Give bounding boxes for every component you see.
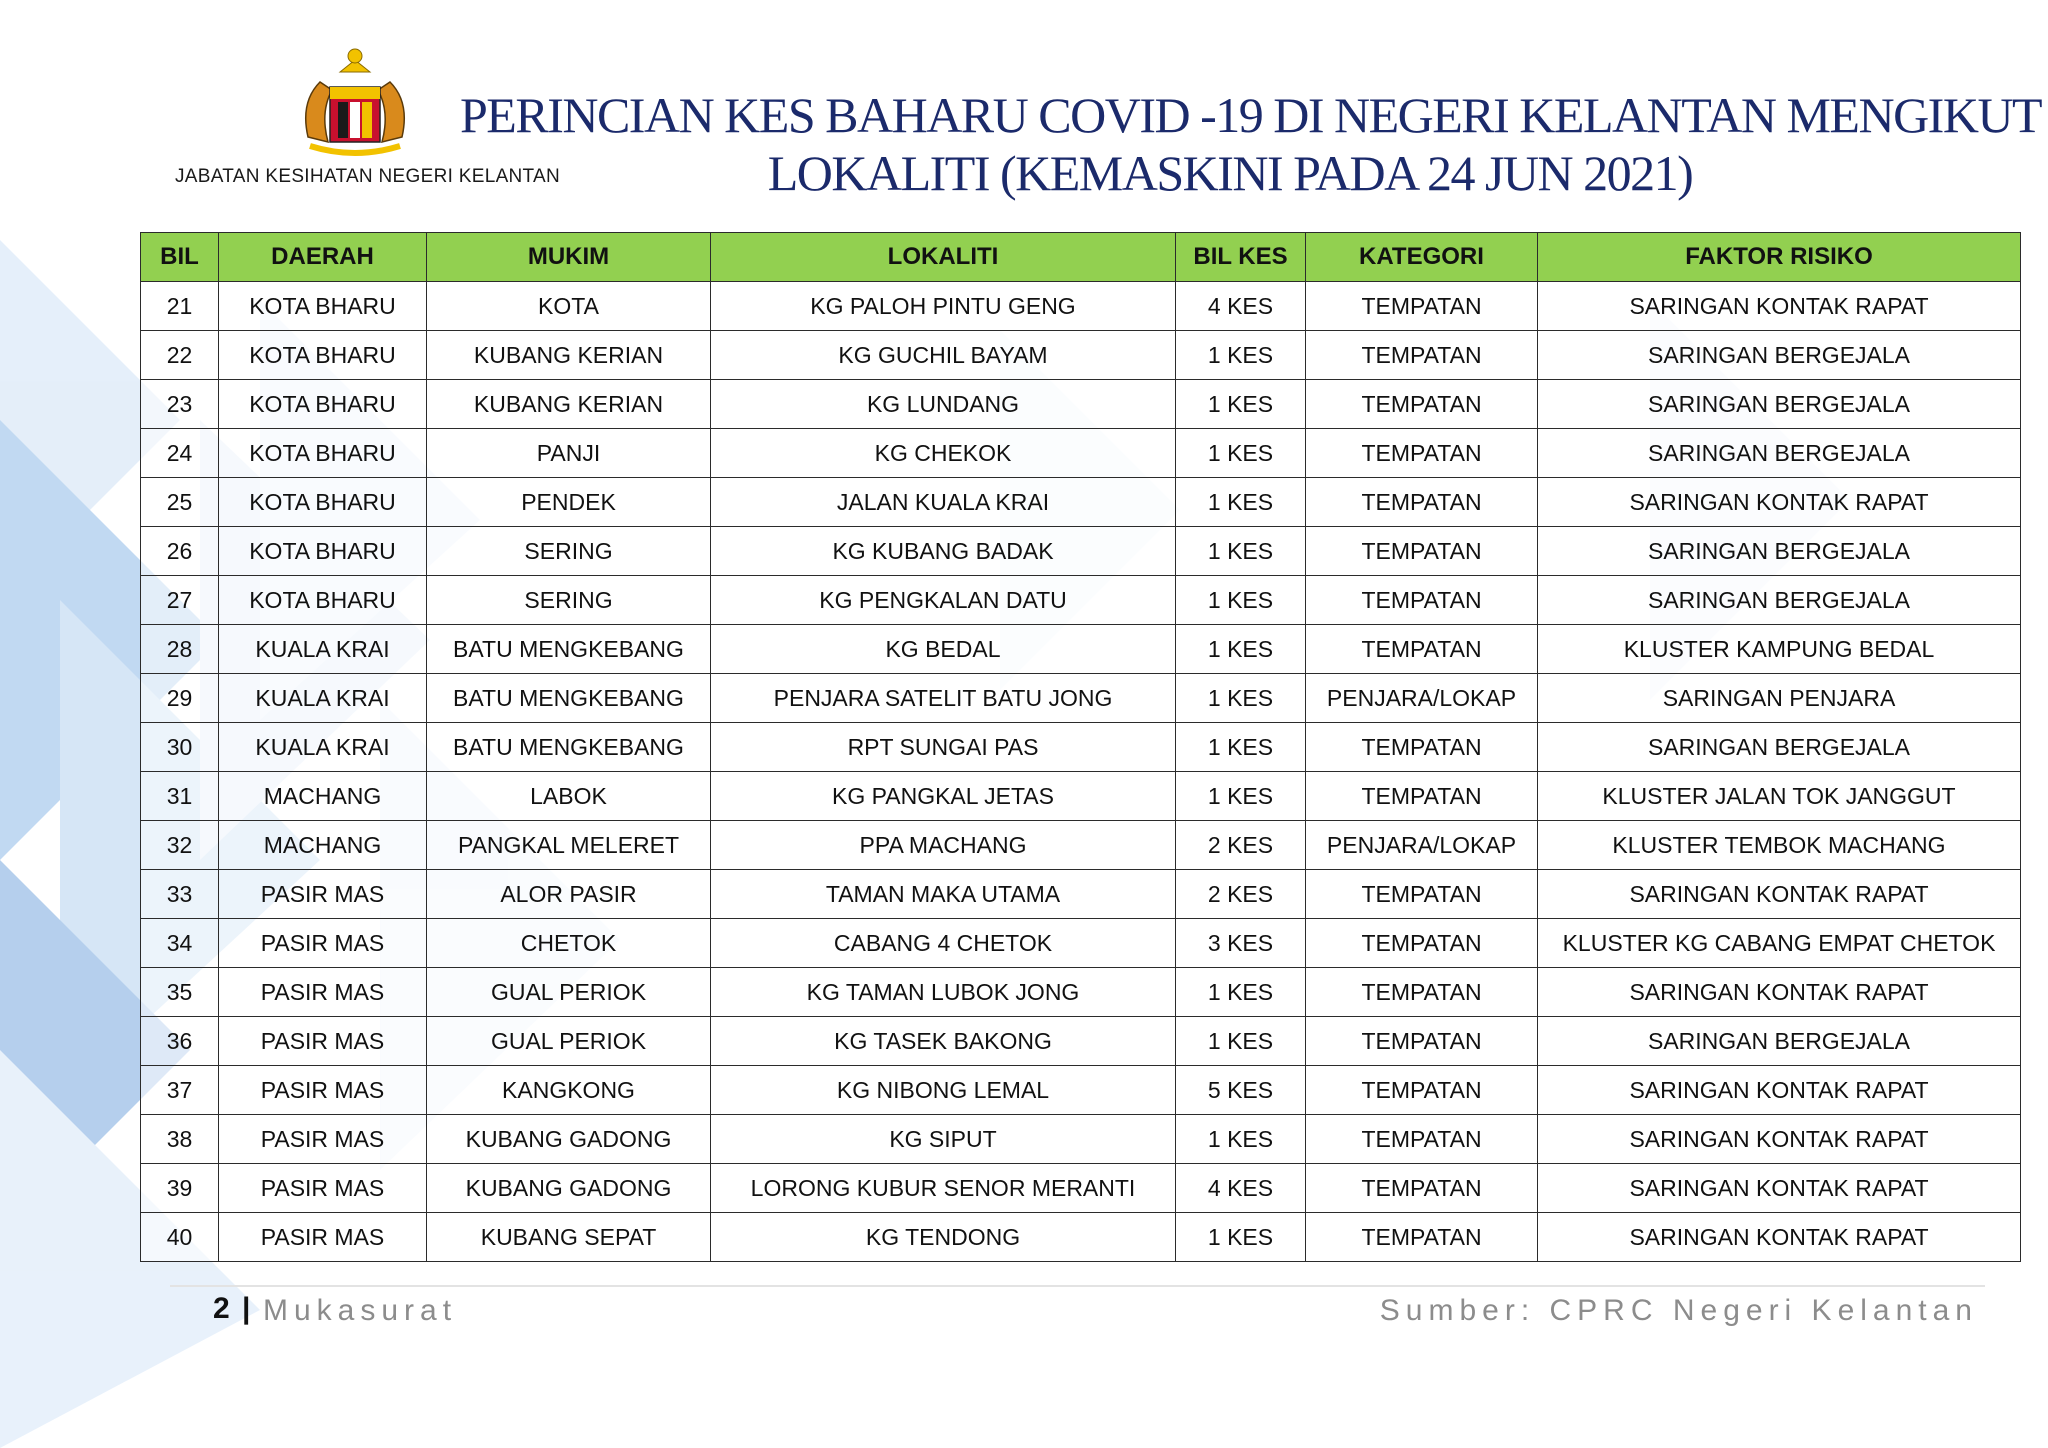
table-cell: 38 [141,1115,219,1164]
table-cell: SARINGAN BERGEJALA [1538,527,2021,576]
table-cell: KG PENGKALAN DATU [711,576,1176,625]
table-cell: KG GUCHIL BAYAM [711,331,1176,380]
table-row [141,625,2021,674]
table-cell: KLUSTER TEMBOK MACHANG [1538,821,2021,870]
table-cell: PASIR MAS [219,1213,427,1262]
table-cell: 35 [141,968,219,1017]
table-cell: PENDEK [427,478,711,527]
table-cell: TEMPATAN [1306,870,1538,919]
table-cell: KG TAMAN LUBOK JONG [711,968,1176,1017]
table-cell: SERING [427,576,711,625]
table-cell: SERING [427,527,711,576]
table-cell: SARINGAN KONTAK RAPAT [1538,1213,2021,1262]
page-number: 2 [213,1292,230,1325]
table-cell: KG KUBANG BADAK [711,527,1176,576]
table-cell: KOTA BHARU [219,527,427,576]
table-cell: KOTA BHARU [219,331,427,380]
table-cell: PANGKAL MELERET [427,821,711,870]
table-cell: TEMPATAN [1306,1017,1538,1066]
table-cell: SARINGAN KONTAK RAPAT [1538,870,2021,919]
table-cell: KUBANG KERIAN [427,380,711,429]
page-separator: | [242,1292,251,1325]
table-header [141,233,2021,282]
table-cell: SARINGAN BERGEJALA [1538,331,2021,380]
page-label: Mukasurat [263,1294,458,1327]
table-cell: PASIR MAS [219,919,427,968]
table-cell: 3 KES [1176,919,1306,968]
table-cell: PASIR MAS [219,1066,427,1115]
table-cell: 5 KES [1176,1066,1306,1115]
table-cell: KG TENDONG [711,1213,1176,1262]
table-cell: TEMPATAN [1306,919,1538,968]
table-row [141,919,2021,968]
title-line-1: PERINCIAN KES BAHARU COVID -19 DI NEGERI KELANTAN MENGIKUT [460,87,2042,143]
table-cell: MACHANG [219,821,427,870]
table-cell: SARINGAN BERGEJALA [1538,1017,2021,1066]
table-cell: KOTA BHARU [219,380,427,429]
table-cell: ALOR PASIR [427,870,711,919]
table-row [141,429,2021,478]
table-cell: 33 [141,870,219,919]
table-cell: KG LUNDANG [711,380,1176,429]
table-cell: 21 [141,282,219,331]
table-cell: 39 [141,1164,219,1213]
table-cell: 36 [141,1017,219,1066]
table-cell: PASIR MAS [219,870,427,919]
column-header: BIL [141,233,219,282]
table-cell: PENJARA/LOKAP [1306,674,1538,723]
table-cell: LORONG KUBUR SENOR MERANTI [711,1164,1176,1213]
table-cell: SARINGAN KONTAK RAPAT [1538,968,2021,1017]
table-cell: PASIR MAS [219,1164,427,1213]
table-row [141,1017,2021,1066]
table-cell: 32 [141,821,219,870]
table-row [141,331,2021,380]
table-cell: 1 KES [1176,478,1306,527]
table-cell: KG SIPUT [711,1115,1176,1164]
table-cell: TEMPATAN [1306,723,1538,772]
table-cell: TEMPATAN [1306,282,1538,331]
table-cell: TEMPATAN [1306,429,1538,478]
table-cell: 24 [141,429,219,478]
table-cell: TEMPATAN [1306,772,1538,821]
table-cell: 1 KES [1176,1213,1306,1262]
table-row [141,968,2021,1017]
table-cell: SARINGAN BERGEJALA [1538,380,2021,429]
table-cell: KUBANG GADONG [427,1164,711,1213]
table-cell: BATU MENGKEBANG [427,625,711,674]
table-row [141,723,2021,772]
table-cell: GUAL PERIOK [427,968,711,1017]
table-cell: 34 [141,919,219,968]
table-cell: 29 [141,674,219,723]
table-cell: 1 KES [1176,723,1306,772]
table-cell: 4 KES [1176,282,1306,331]
table-cell: BATU MENGKEBANG [427,674,711,723]
table-cell: 28 [141,625,219,674]
table-cell: KLUSTER KG CABANG EMPAT CHETOK [1538,919,2021,968]
table-cell: 27 [141,576,219,625]
table-cell: BATU MENGKEBANG [427,723,711,772]
column-header: LOKALITI [711,233,1176,282]
table-cell: TEMPATAN [1306,331,1538,380]
table-cell: TEMPATAN [1306,1213,1538,1262]
table-cell: KG PALOH PINTU GENG [711,282,1176,331]
table-cell: SARINGAN PENJARA [1538,674,2021,723]
table-cell: KUBANG GADONG [427,1115,711,1164]
table-cell: SARINGAN BERGEJALA [1538,576,2021,625]
organization-name: JABATAN KESIHATAN NEGERI KELANTAN [175,166,561,187]
source-note: Sumber: CPRC Negeri Kelantan [1379,1294,1978,1327]
table-cell: GUAL PERIOK [427,1017,711,1066]
table-cell: KUALA KRAI [219,625,427,674]
table-cell: TEMPATAN [1306,625,1538,674]
table-cell: 1 KES [1176,429,1306,478]
table-cell: 23 [141,380,219,429]
table-cell: 1 KES [1176,968,1306,1017]
table-cell: 30 [141,723,219,772]
footer-divider [170,1285,1985,1287]
table-row [141,527,2021,576]
table-cell: TEMPATAN [1306,576,1538,625]
table-cell: KUBANG KERIAN [427,331,711,380]
table-cell: KOTA BHARU [219,478,427,527]
table-cell: 37 [141,1066,219,1115]
table-cell: SARINGAN KONTAK RAPAT [1538,1115,2021,1164]
table-cell: 1 KES [1176,1017,1306,1066]
table-cell: 1 KES [1176,772,1306,821]
table-cell: PENJARA/LOKAP [1306,821,1538,870]
table-cell: KANGKONG [427,1066,711,1115]
column-header: MUKIM [427,233,711,282]
table-cell: PENJARA SATELIT BATU JONG [711,674,1176,723]
table-cell: 2 KES [1176,821,1306,870]
table-cell: CABANG 4 CHETOK [711,919,1176,968]
table-cell: 25 [141,478,219,527]
table-cell: LABOK [427,772,711,821]
table-cell: TEMPATAN [1306,380,1538,429]
table-cell: TAMAN MAKA UTAMA [711,870,1176,919]
table-cell: PASIR MAS [219,1017,427,1066]
table-cell: 1 KES [1176,1115,1306,1164]
table-cell: MACHANG [219,772,427,821]
table-cell: PASIR MAS [219,1115,427,1164]
table-cell: KLUSTER JALAN TOK JANGGUT [1538,772,2021,821]
table-cell: 1 KES [1176,527,1306,576]
table-cell: KG TASEK BAKONG [711,1017,1176,1066]
table-cell: KG CHEKOK [711,429,1176,478]
table-row [141,772,2021,821]
column-header: FAKTOR RISIKO [1538,233,2021,282]
table-row [141,478,2021,527]
table-cell: KUALA KRAI [219,674,427,723]
table-cell: KOTA BHARU [219,429,427,478]
page-title [460,86,2042,202]
table-cell: KOTA [427,282,711,331]
column-header: KATEGORI [1306,233,1538,282]
table-cell: TEMPATAN [1306,968,1538,1017]
table-cell: 4 KES [1176,1164,1306,1213]
table-cell: KG PANGKAL JETAS [711,772,1176,821]
table-cell: TEMPATAN [1306,1066,1538,1115]
table-cell: SARINGAN BERGEJALA [1538,429,2021,478]
table-cell: TEMPATAN [1306,527,1538,576]
table-cell: PPA MACHANG [711,821,1176,870]
table-cell: KG BEDAL [711,625,1176,674]
table-cell: 1 KES [1176,576,1306,625]
table-cell: TEMPATAN [1306,1115,1538,1164]
title-line-2: LOKALITI (KEMASKINI PADA 24 JUN 2021) [767,145,1693,201]
table-cell: KOTA BHARU [219,282,427,331]
table-row [141,870,2021,919]
table-cell: KUBANG SEPAT [427,1213,711,1262]
table-row [141,1164,2021,1213]
table-cell: 1 KES [1176,674,1306,723]
table-row [141,380,2021,429]
table-cell: 31 [141,772,219,821]
table-cell: TEMPATAN [1306,1164,1538,1213]
table-cell: PASIR MAS [219,968,427,1017]
table-row [141,674,2021,723]
table-cell: 1 KES [1176,331,1306,380]
table-cell: 26 [141,527,219,576]
table-cell: SARINGAN KONTAK RAPAT [1538,1066,2021,1115]
table-row [141,282,2021,331]
table-cell: 2 KES [1176,870,1306,919]
table-cell: SARINGAN KONTAK RAPAT [1538,478,2021,527]
table-cell: SARINGAN KONTAK RAPAT [1538,282,2021,331]
table-cell: TEMPATAN [1306,478,1538,527]
column-header: BIL KES [1176,233,1306,282]
table-cell: PANJI [427,429,711,478]
table-row [141,821,2021,870]
table-row [141,1115,2021,1164]
cases-table [140,232,2021,1262]
table-cell: 22 [141,331,219,380]
table-cell: 1 KES [1176,625,1306,674]
table-cell: CHETOK [427,919,711,968]
table-cell: KLUSTER KAMPUNG BEDAL [1538,625,2021,674]
table-row [141,1066,2021,1115]
table-row [141,576,2021,625]
table-cell: KUALA KRAI [219,723,427,772]
table-cell: RPT SUNGAI PAS [711,723,1176,772]
table-cell: JALAN KUALA KRAI [711,478,1176,527]
table-cell: KG NIBONG LEMAL [711,1066,1176,1115]
table-body [141,282,2021,1262]
table-cell: 40 [141,1213,219,1262]
table-cell: KOTA BHARU [219,576,427,625]
column-header: DAERAH [219,233,427,282]
table-cell: 1 KES [1176,380,1306,429]
coat-of-arms-icon [270,42,440,162]
table-cell: SARINGAN KONTAK RAPAT [1538,1164,2021,1213]
table-row [141,1213,2021,1262]
table-cell: SARINGAN BERGEJALA [1538,723,2021,772]
